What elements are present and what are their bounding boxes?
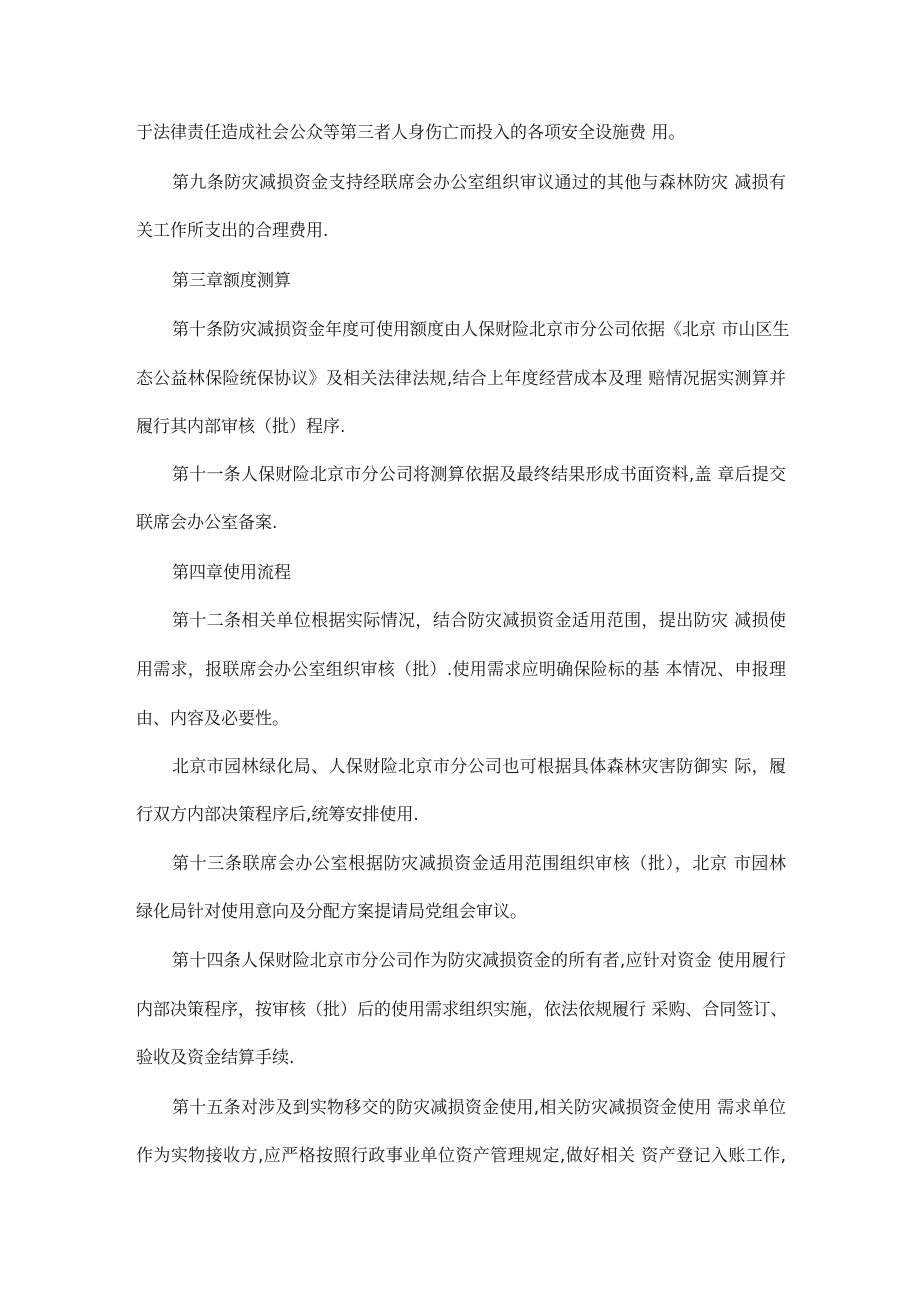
text-line-15: 行双方内部决策程序后,统筹安排使用. — [136, 805, 419, 825]
text-line-6: 态公益林保险统保协议》及相关法律法规,结合上年度经营成本及理 赔情况据实测算并 — [136, 369, 786, 389]
text-line-7: 履行其内部审核（批）程序. — [136, 417, 346, 437]
text-line-9: 联席会办公室备案. — [136, 513, 278, 533]
text-line-19: 内部决策程序，按审核（批）后的使用需求组织实施，依法依规履行 采购、合同签订、 — [136, 1000, 788, 1020]
text-line-16: 第十三条联席会办公室根据防灾减损资金适用范围组织审核（批），北京 市园林 — [172, 854, 786, 874]
text-line-3: 关工作所支出的合理费用. — [136, 221, 329, 241]
text-line-5: 第十条防灾减损资金年度可使用额度由人保财险北京市分公司依据《北京 市山区生 — [172, 320, 790, 340]
text-line-20: 验收及资金结算手续. — [136, 1048, 295, 1068]
text-line-22: 作为实物接收方,应严格按照行政事业单位资产管理规定,做好相关 资产登记入账工作, — [136, 1146, 786, 1166]
chapter-heading-4: 第四章使用流程 — [172, 563, 291, 583]
text-line-21: 第十五条对涉及到实物移交的防灾减损资金使用,相关防灾减损资金使用 需求单位 — [172, 1098, 786, 1118]
text-line-17: 绿化局针对使用意向及分配方案提请局党组会审议。 — [136, 902, 527, 922]
text-line-18: 第十四条人保财险北京市分公司作为防灾减损资金的所有者,应针对资金 使用履行 — [172, 951, 786, 971]
chapter-heading-3: 第三章额度测算 — [172, 271, 291, 291]
text-line-11: 第十二条相关单位根据实际情况，结合防灾减损资金适用范围，提出防灾 减损使 — [172, 611, 786, 631]
text-line-1: 于法律责任造成社会公众等第三者人身伤亡而投入的各项安全设施费 用。 — [136, 123, 686, 143]
text-line-13: 由、内容及必要性。 — [136, 709, 289, 729]
text-line-2: 第九条防灾减损资金支持经联席会办公室组织审议通过的其他与森林防灾 减损有 — [172, 173, 786, 193]
text-line-14: 北京市园林绿化局、人保财险北京市分公司也可根据具体森林灾害防御实 际，履 — [172, 757, 786, 777]
text-line-8: 第十一条人保财险北京市分公司将测算依据及最终结果形成书面资料,盖 章后提交 — [172, 465, 786, 485]
text-line-12: 用需求，报联席会办公室组织审核（批）.使用需求应明确保险标的基 本情况、申报理 — [136, 660, 786, 680]
